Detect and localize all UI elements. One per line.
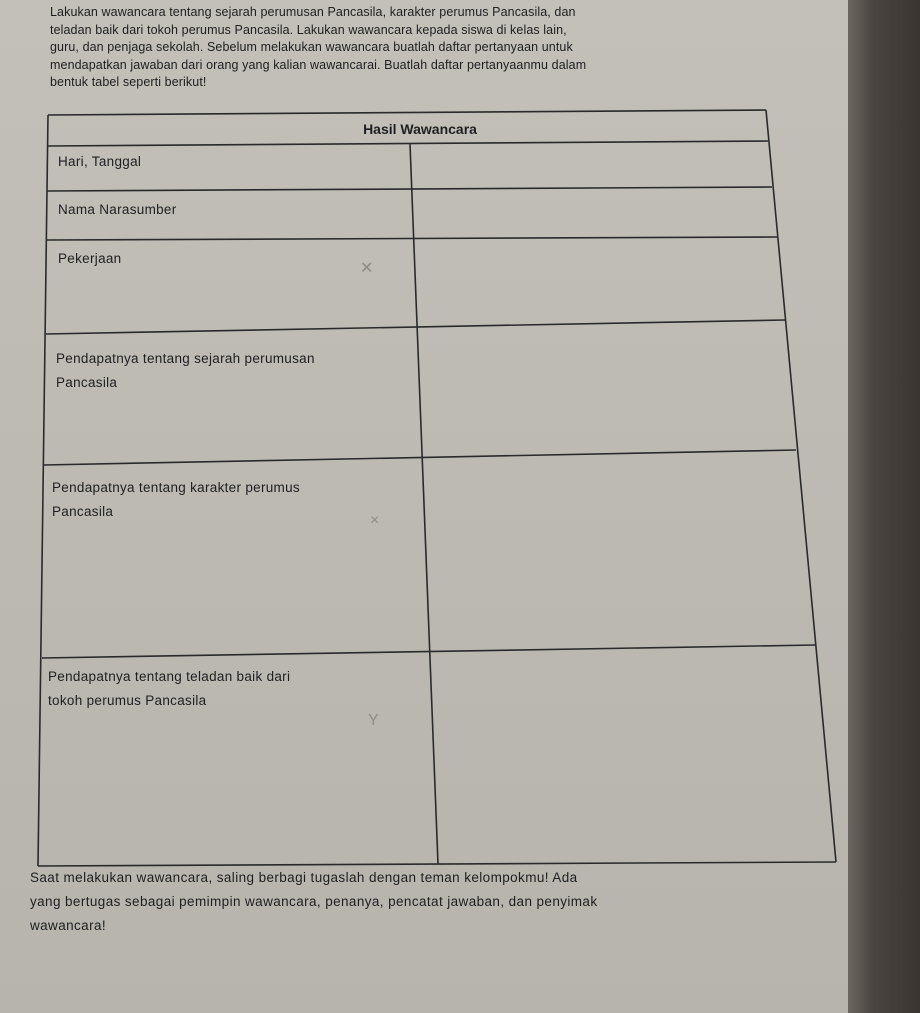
instruction-line: teladan baik dari tokoh perumus Pancasila. Lakukan wawancara kepada siswa di kelas lain,	[50, 22, 567, 37]
pencil-mark-icon: Y	[368, 712, 379, 729]
table-header: Hasil Wawancara	[363, 121, 477, 137]
instruction-line: guru, dan penjaga sekolah. Sebelum melakukan wawancara buatlah daftar pertanyaan untuk	[50, 40, 573, 54]
row-label-date: Hari, Tanggal	[58, 154, 142, 169]
instruction-line: mendapatkan jawaban dari orang yang kalian wawancarai. Buatlah daftar pertanyaanmu dalam	[50, 57, 587, 72]
pencil-mark-icon: ×	[370, 512, 380, 529]
row-label-history-opinion: Pendapatnya tentang sejarah perumusan Pancasila	[56, 351, 315, 390]
row-label-character-opinion: Pendapatnya tentang karakter perumus Pancasila	[52, 480, 300, 519]
instruction-line: Lakukan wawancara tentang sejarah perumusan Pancasila, karakter perumus Pancasila, dan	[50, 5, 576, 19]
closing-line: wawancara!	[30, 918, 107, 933]
row-label-occupation: Pekerjaan	[58, 251, 122, 266]
closing-line: Saat melakukan wawancara, saling berbagi tugaslah dengan teman kelompokmu! Ada	[30, 870, 578, 885]
closing-line: yang bertugas sebagai pemimpin wawancara, penanya, pencatat jawaban, dan penyimak	[30, 894, 598, 909]
row-label-example-opinion: Pendapatnya tentang teladan baik dari tokoh perumus Pancasila	[48, 669, 291, 708]
pencil-mark-icon: ✕	[360, 260, 374, 277]
instruction-line: bentuk tabel seperti berikut!	[50, 75, 207, 89]
closing-paragraph	[30, 866, 870, 938]
row-label-source-name: Nama Narasumber	[58, 202, 177, 217]
